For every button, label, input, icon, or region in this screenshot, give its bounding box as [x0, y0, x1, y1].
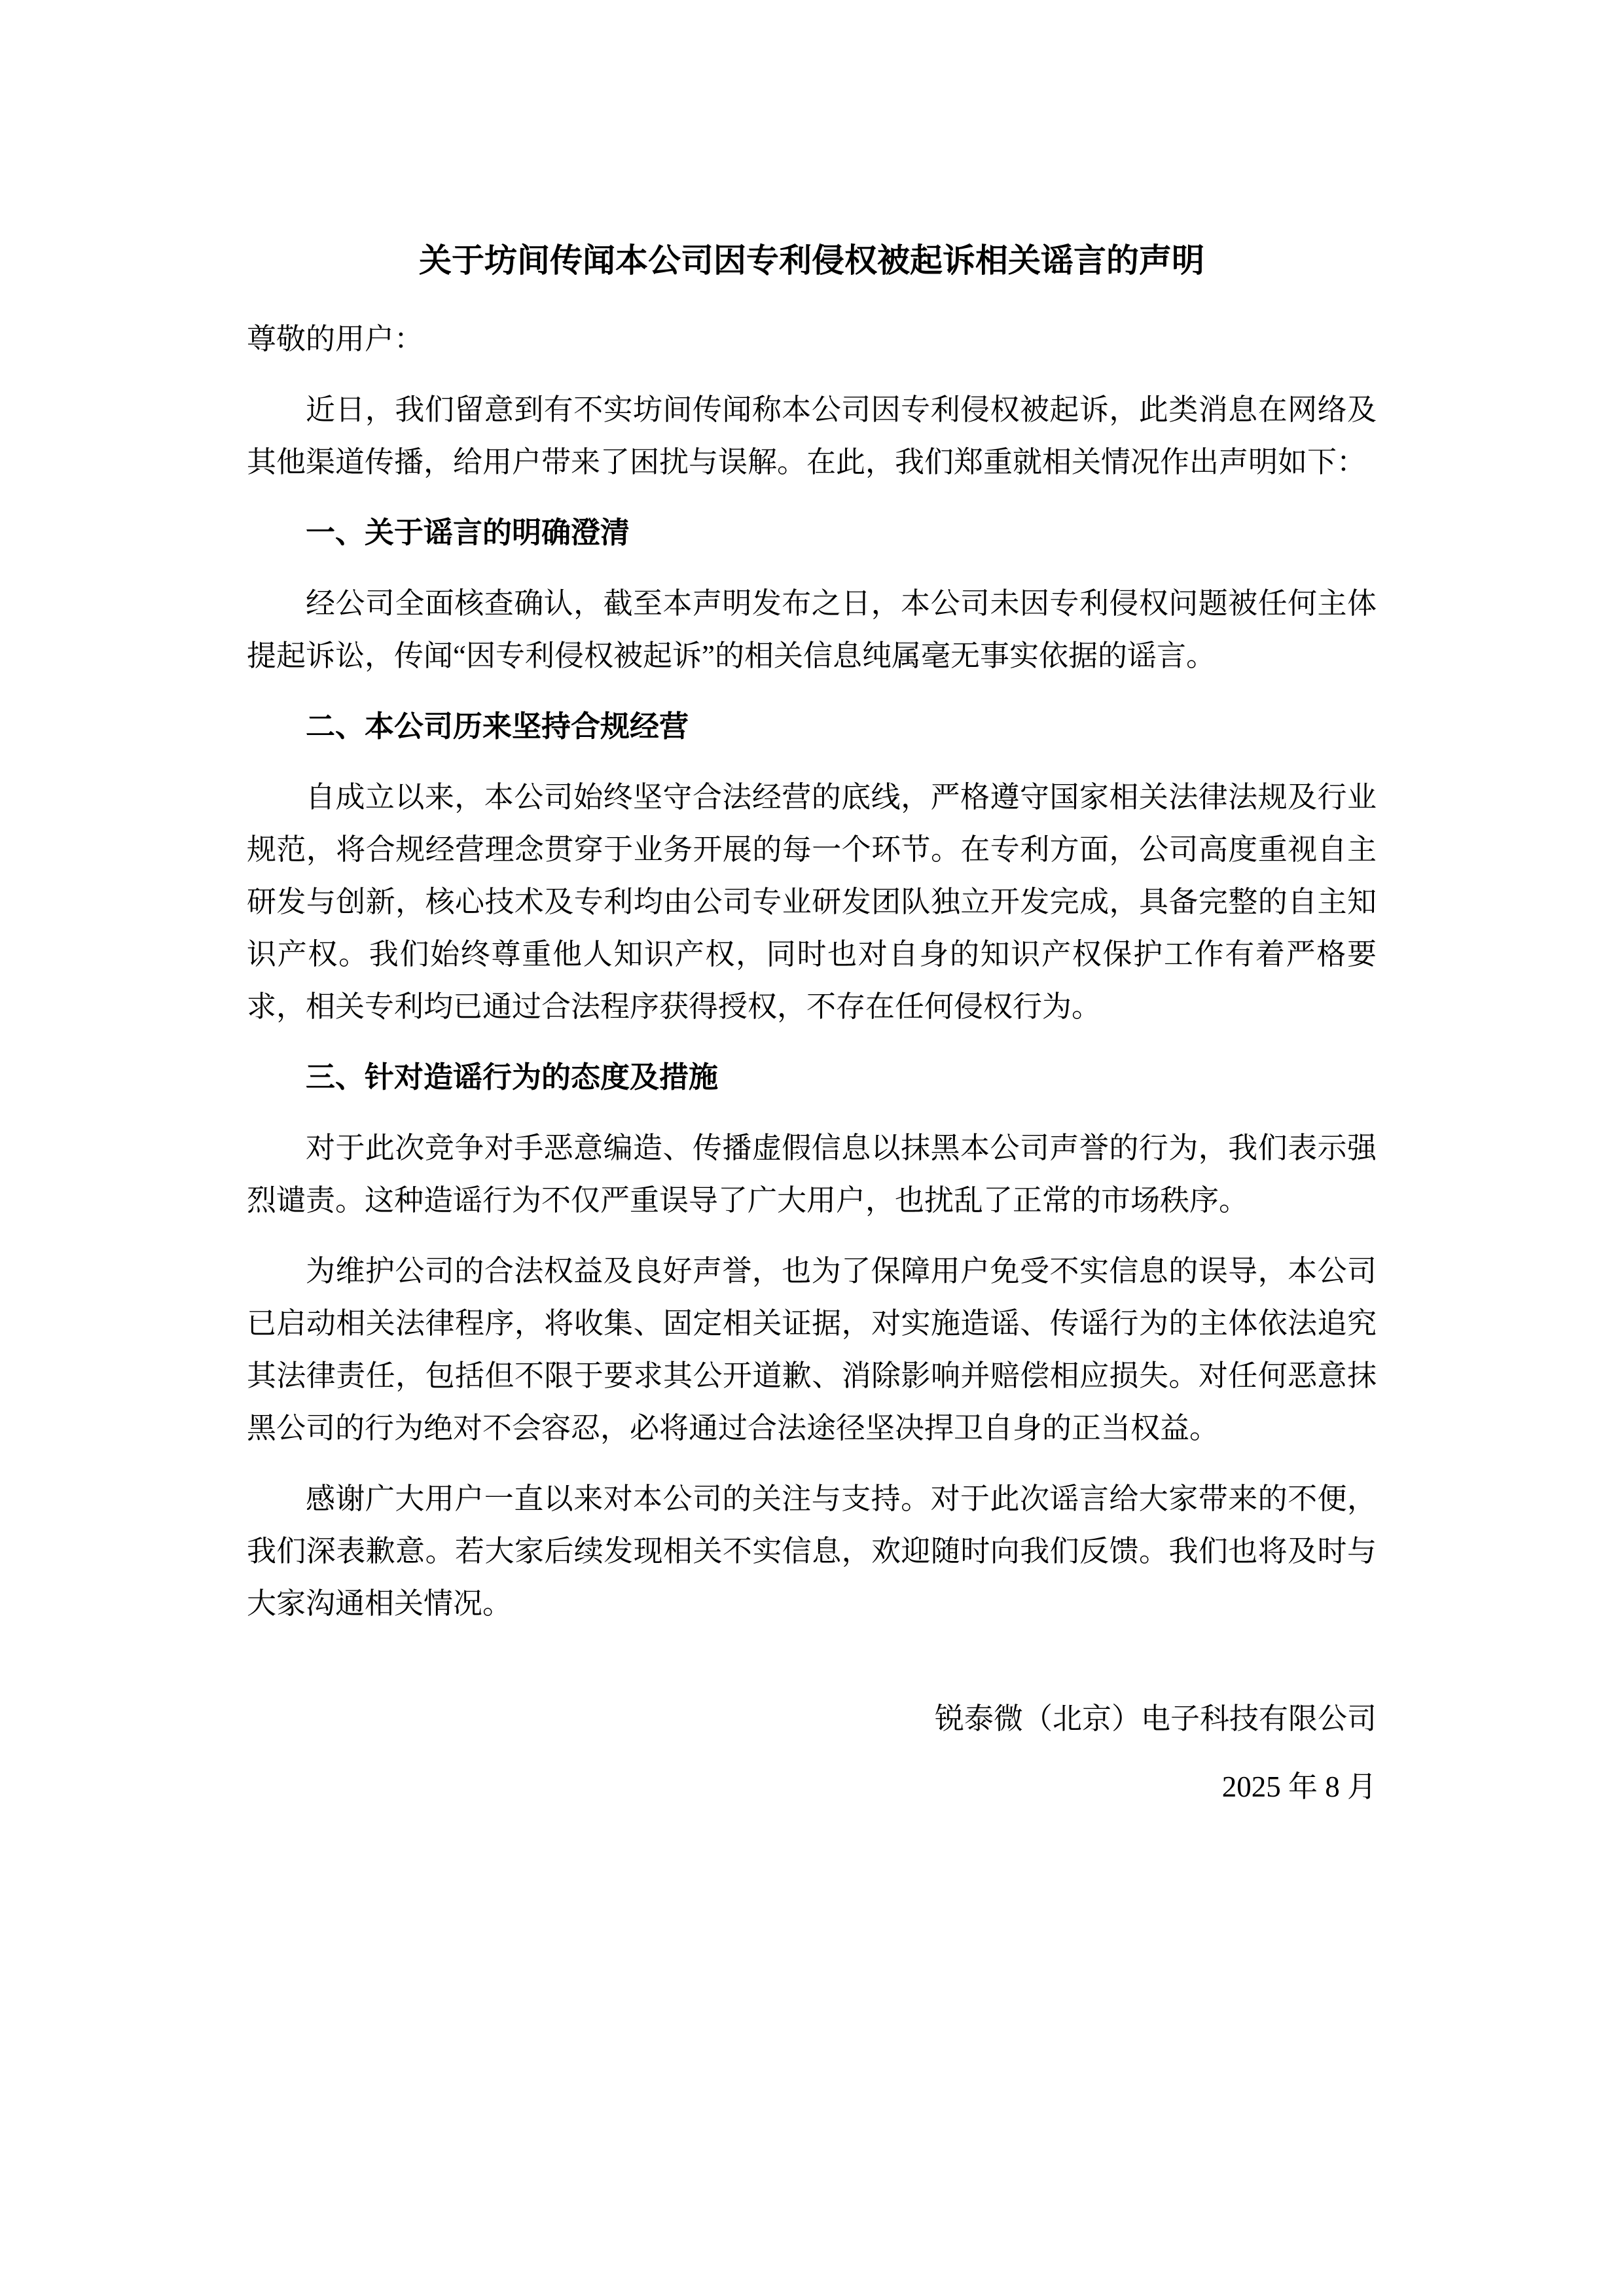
intro-paragraph: 近日，我们留意到有不实坊间传闻称本公司因专利侵权被起诉，此类消息在网络及其他渠道传播，给用户带来了困扰与误解。在此，我们郑重就相关情况作出声明如下：: [247, 393, 1377, 478]
document-title: 关于坊间传闻本公司因专利侵权被起诉相关谣言的声明: [419, 242, 1204, 279]
signature-company: 锐泰微（北京）电子科技有限公司: [934, 1702, 1377, 1735]
section-3-paragraph-2: 为维护公司的合法权益及良好声誉，也为了保障用户免受不实信息的误导，本公司已启动相关法律程序，将收集、固定相关证据，对实施造谣、传谣行为的主体依法追究其法律责任，包括但不限于要求其公开道歉、消除影响并赔偿相应损失。对任何恶意抹黑公司的行为绝对不会容忍，必将通过合法途径坚决捍卫自身的正当权益。: [247, 1255, 1377, 1444]
section-3-heading: 三、针对造谣行为的态度及措施: [306, 1060, 719, 1094]
section-1-heading: 一、关于谣言的明确澄清: [306, 516, 630, 549]
section-3-paragraph-3: 感谢广大用户一直以来对本公司的关注与支持。对于此次谣言给大家带来的不便，我们深表歉意。若大家后续发现相关不实信息，欢迎随时向我们反馈。我们也将及时与大家沟通相关情况。: [247, 1482, 1377, 1620]
section-3-paragraph-1: 对于此次竞争对手恶意编造、传播虚假信息以抹黑本公司声誉的行为，我们表示强烈谴责。这种造谣行为不仅严重误导了广大用户，也扰乱了正常的市场秩序。: [247, 1132, 1377, 1217]
section-2-heading: 二、本公司历来坚持合规经营: [306, 709, 689, 743]
section-2-paragraph-1: 自成立以来，本公司始终坚守合法经营的底线，严格遵守国家相关法律法规及行业规范，将合规经营理念贯穿于业务开展的每一个环节。在专利方面，公司高度重视自主研发与创新，核心技术及专利均由公司专业研发团队独立开发完成，具备完整的自主知识产权。我们始终尊重他人知识产权，同时也对自身的知识产权保护工作有着严格要求，相关专利均已通过合法程序获得授权，不存在任何侵权行为。: [247, 781, 1377, 1023]
signature-date: 2025 年 8 月: [1221, 1770, 1377, 1803]
salutation: 尊敬的用户：: [247, 323, 424, 355]
section-1-paragraph-1: 经公司全面核查确认，截至本声明发布之日，本公司未因专利侵权问题被任何主体提起诉讼，传闻“因专利侵权被起诉”的相关信息纯属毫无事实依据的谣言。: [247, 587, 1377, 672]
document-content: [247, 233, 1377, 1813]
signature-block: [247, 1693, 1377, 1813]
